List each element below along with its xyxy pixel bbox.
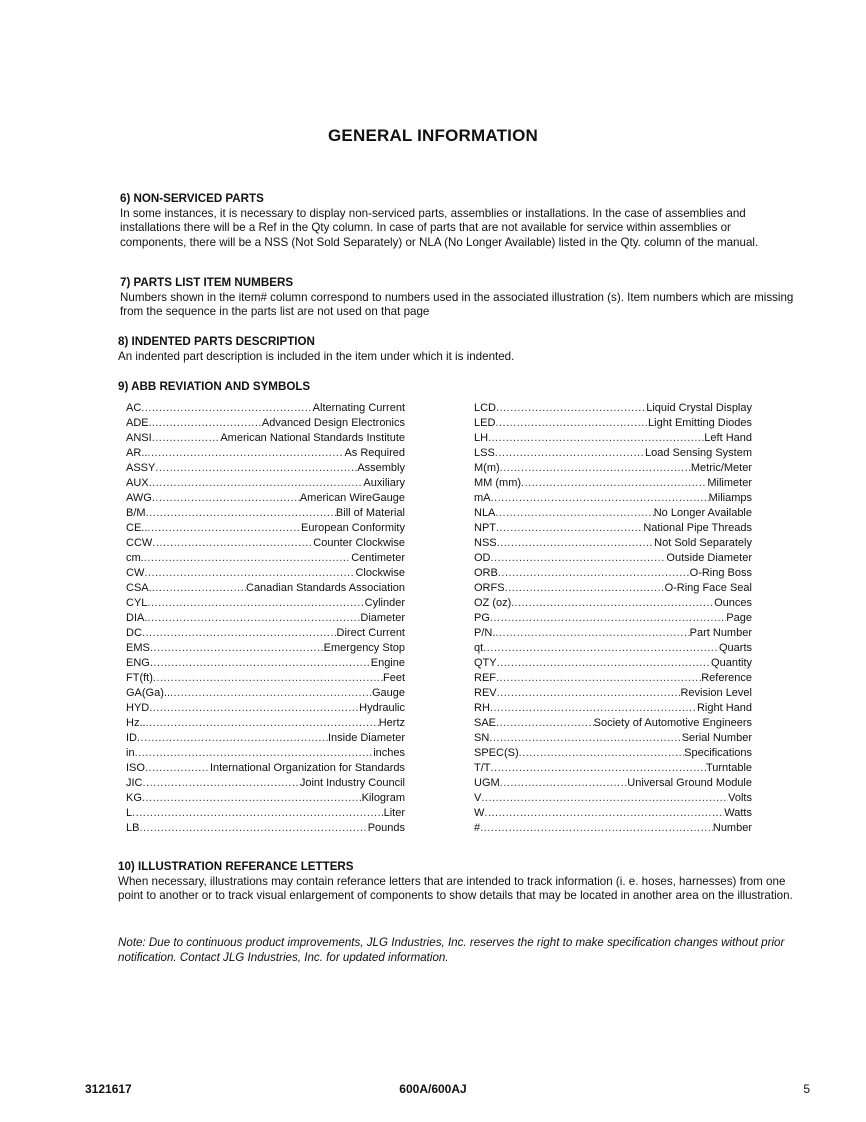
- abbreviation-row: [474, 686, 752, 701]
- leader-dots: [155, 461, 357, 476]
- section-illustration-reference-letters: [118, 860, 798, 904]
- abbreviation-row: [474, 431, 752, 446]
- abbreviation-row: [474, 701, 752, 716]
- abbreviation-meaning: Revision Level: [680, 687, 752, 699]
- section-non-serviced-parts: [120, 192, 800, 250]
- abbreviation-term: CW: [126, 567, 145, 579]
- abbreviation-term: GA(Ga)..: [126, 687, 171, 699]
- abbreviation-term: M(m): [474, 462, 500, 474]
- section-heading: 9) ABB REVIATION AND SYMBOLS: [118, 380, 311, 393]
- abbreviation-meaning: Joint Industry Council: [299, 777, 405, 789]
- abbreviation-row: [474, 716, 752, 731]
- abbreviation-row: [126, 731, 405, 746]
- abbreviation-row: [126, 686, 405, 701]
- leader-dots: [495, 416, 648, 431]
- abbreviation-meaning: Pounds: [367, 822, 405, 834]
- abbreviation-row: [126, 716, 405, 731]
- leader-dots: [135, 746, 374, 761]
- leader-dots: [149, 476, 364, 491]
- abbreviation-row: [126, 776, 405, 791]
- abbreviation-term: CE..: [126, 522, 148, 534]
- abbreviation-row: [126, 641, 405, 656]
- abbreviation-meaning: Not Sold Separately: [654, 537, 752, 549]
- abbreviation-row: [474, 731, 752, 746]
- leader-dots: [490, 701, 697, 716]
- abbreviation-term: CCW: [126, 537, 153, 549]
- abbreviation-meaning: Society of Automotive Engineers: [593, 717, 752, 729]
- abbreviation-term: cm.: [126, 552, 144, 564]
- abbreviation-meaning: Hertz: [378, 717, 405, 729]
- abbreviation-meaning: Clockwise: [355, 567, 405, 579]
- abbreviation-meaning: Auxiliary: [363, 477, 405, 489]
- abbreviation-meaning: Engine: [370, 657, 405, 669]
- abbreviation-term: RH: [474, 702, 490, 714]
- abbreviation-term: MM (mm): [474, 477, 522, 489]
- abbreviation-meaning: O-Ring Face Seal: [664, 582, 752, 594]
- abbreviation-meaning: Liquid Crystal Display: [646, 402, 752, 414]
- abbreviation-term: W: [474, 807, 485, 819]
- footer-manual-number: 3121617: [85, 1082, 132, 1096]
- leader-dots: [139, 821, 367, 836]
- abbreviation-meaning: No Longer Available: [653, 507, 752, 519]
- abbreviation-term: LCD: [474, 402, 497, 414]
- abbreviation-meaning: Number: [712, 822, 752, 834]
- abbreviation-meaning: Watts: [724, 807, 752, 819]
- abbreviation-meaning: Outside Diameter: [666, 552, 752, 564]
- abbreviation-term: JIC: [126, 777, 143, 789]
- abbreviation-row: [474, 491, 752, 506]
- abbreviation-term: AR..: [126, 447, 148, 459]
- abbreviation-term: in: [126, 747, 135, 759]
- leader-dots: [498, 566, 690, 581]
- abbreviation-meaning: Direct Current: [336, 627, 405, 639]
- leader-dots: [500, 776, 628, 791]
- abbreviation-meaning: Emergency Stop: [323, 642, 405, 654]
- leader-dots: [149, 701, 359, 716]
- abbreviation-term: AC: [126, 402, 142, 414]
- abbreviation-row: [474, 416, 752, 431]
- section-heading: 6) NON-SERVICED PARTS: [120, 192, 264, 205]
- abbreviation-row: [126, 761, 405, 776]
- abbreviation-row: [126, 446, 405, 461]
- leader-dots: [152, 581, 246, 596]
- abbreviation-term: REF: [474, 672, 496, 684]
- leader-dots: [141, 401, 312, 416]
- leader-dots: [491, 551, 667, 566]
- abbreviation-row: [474, 476, 752, 491]
- leader-dots: [150, 656, 371, 671]
- abbreviation-term: mA: [474, 492, 491, 504]
- abbreviation-term: EMS: [126, 642, 150, 654]
- abbreviation-row: [126, 656, 405, 671]
- abbreviation-term: DIA.: [126, 612, 148, 624]
- abbreviation-row: [126, 551, 405, 566]
- section-heading: 8) INDENTED PARTS DESCRIPTION: [118, 335, 315, 348]
- leader-dots: [484, 806, 724, 821]
- abbreviation-row: [474, 806, 752, 821]
- abbreviation-term: AWG: [126, 492, 152, 504]
- abbreviation-row: [474, 671, 752, 686]
- abbreviation-term: CYL: [126, 597, 148, 609]
- abbreviation-term: B/M: [126, 507, 146, 519]
- leader-dots: [143, 776, 300, 791]
- leader-dots: [500, 461, 691, 476]
- abbreviation-term: LSS: [474, 447, 495, 459]
- abbreviation-meaning: Advanced Design Electronics: [261, 417, 405, 429]
- abbreviation-meaning: Turntable: [705, 762, 752, 774]
- page-title: GENERAL INFORMATION: [328, 126, 538, 145]
- leader-dots: [495, 626, 689, 641]
- abbreviation-row: [126, 671, 405, 686]
- abbreviation-term: SAE: [474, 717, 497, 729]
- abbreviation-term: ORB: [474, 567, 498, 579]
- abbreviation-row: [474, 776, 752, 791]
- leader-dots: [147, 521, 301, 536]
- abbreviation-row: [126, 611, 405, 626]
- abbreviation-meaning: Serial Number: [681, 732, 752, 744]
- leader-dots: [483, 641, 719, 656]
- abbreviation-meaning: Page: [726, 612, 752, 624]
- leader-dots: [150, 641, 324, 656]
- abbreviation-meaning: National Pipe Threads: [643, 522, 752, 534]
- abbreviation-term: LB: [126, 822, 140, 834]
- leader-dots: [142, 791, 362, 806]
- abbreviation-meaning: Volts: [728, 792, 752, 804]
- leader-dots: [152, 491, 300, 506]
- abbreviation-term: ADE.: [126, 417, 152, 429]
- abbreviation-row: [126, 746, 405, 761]
- abbreviation-term: UGM: [474, 777, 500, 789]
- leader-dots: [496, 521, 643, 536]
- leader-dots: [147, 611, 360, 626]
- leader-dots: [489, 731, 681, 746]
- abbreviation-term: LH: [474, 432, 489, 444]
- leader-dots: [152, 536, 313, 551]
- abbreviation-term: KG: [126, 792, 142, 804]
- abbreviation-meaning: Bill of Material: [335, 507, 405, 519]
- leader-dots: [491, 761, 706, 776]
- abbreviation-meaning: Part Number: [689, 627, 752, 639]
- section-body: In some instances, it is necessary to display non-serviced parts, assemblies or installations. In the case of assemblies and installations there will be a Ref in the Qty column. In case of parts that are not available for service within assemblies or components, there will be a NSS (Not Sold Separately) or NLA (No Longer Available) listed in the Qty. column of the manual.: [120, 206, 759, 249]
- abbreviation-meaning: Universal Ground Module: [627, 777, 752, 789]
- abbreviation-meaning: Miliamps: [708, 492, 752, 504]
- abbreviation-row: [474, 506, 752, 521]
- leader-dots: [481, 791, 728, 806]
- leader-dots: [521, 476, 707, 491]
- abbreviation-meaning: As Required: [344, 447, 405, 459]
- leader-dots: [514, 596, 714, 611]
- leader-dots: [145, 761, 210, 776]
- abbreviation-term: OZ (oz).: [474, 597, 515, 609]
- abbreviation-term: SPEC(S): [474, 747, 519, 759]
- section-body: Numbers shown in the item# column correspond to numbers used in the associated illustration (s). Item numbers which are missing from the sequence in the parts list are not used on that page: [120, 290, 794, 319]
- abbreviation-term: DC: [126, 627, 142, 639]
- abbreviation-meaning: Specifications: [684, 747, 752, 759]
- abbreviation-meaning: Light Emitting Diodes: [648, 417, 752, 429]
- abbreviation-term: QTY: [474, 657, 497, 669]
- abbreviation-meaning: Alternating Current: [312, 402, 405, 414]
- abbreviation-term: REV: [474, 687, 497, 699]
- abbreviation-row: [126, 431, 405, 446]
- leader-dots: [480, 821, 713, 836]
- leader-dots: [137, 731, 328, 746]
- abbreviation-meaning: European Conformity: [301, 522, 405, 534]
- leader-dots: [519, 746, 685, 761]
- abbreviation-term: FT(ft): [126, 672, 153, 684]
- abbreviation-term: ORFS: [474, 582, 505, 594]
- abbreviation-term: SN: [474, 732, 490, 744]
- abbreviation-row: [126, 626, 405, 641]
- abbreviation-row: [126, 536, 405, 551]
- abbreviation-meaning: Feet: [382, 672, 405, 684]
- abbreviation-term: ENG: [126, 657, 150, 669]
- leader-dots: [490, 611, 726, 626]
- abbreviation-meaning: Milimeter: [707, 477, 752, 489]
- abbreviation-meaning: Quantity: [711, 657, 752, 669]
- leader-dots: [491, 491, 709, 506]
- abbreviation-row: [474, 821, 752, 836]
- abbreviation-meaning: American National Standards Institute: [220, 432, 405, 444]
- abbreviation-term: qt: [474, 642, 484, 654]
- abbreviation-term: Hz..: [126, 717, 146, 729]
- abbreviation-meaning: Load Sensing System: [644, 447, 752, 459]
- abbreviation-term: ID: [126, 732, 137, 744]
- section-body: When necessary, illustrations may contain referance letters that are intended to track information (i. e. hoses, harnesses) from one point to another or to track visual enlargement of components to show details that may be located in another area on the illustration.: [118, 874, 793, 903]
- abbreviation-term: ISO: [126, 762, 145, 774]
- abbreviation-row: [474, 626, 752, 641]
- abbreviation-meaning: Counter Clockwise: [313, 537, 405, 549]
- abbreviation-meaning: Diameter: [360, 612, 405, 624]
- leader-dots: [147, 446, 344, 461]
- leader-dots: [153, 671, 383, 686]
- leader-dots: [170, 686, 372, 701]
- leader-dots: [152, 416, 262, 431]
- leader-dots: [132, 806, 383, 821]
- footer-page-number: 5: [803, 1082, 810, 1096]
- leader-dots: [488, 431, 704, 446]
- abbreviation-row: [474, 551, 752, 566]
- abbreviation-row: [126, 491, 405, 506]
- abbreviation-meaning: Quarts: [718, 642, 752, 654]
- abbreviation-term: ANSI: [126, 432, 152, 444]
- leader-dots: [146, 506, 336, 521]
- section-body: An indented part description is included in the item under which it is indented.: [118, 349, 515, 363]
- leader-dots: [496, 401, 646, 416]
- abbreviation-list-left: [126, 401, 405, 836]
- abbreviation-row: [474, 566, 752, 581]
- abbreviation-meaning: American WireGauge: [299, 492, 405, 504]
- leader-dots: [144, 551, 351, 566]
- abbreviation-term: HYD: [126, 702, 150, 714]
- abbreviation-term: #: [474, 822, 481, 834]
- section-heading: 7) PARTS LIST ITEM NUMBERS: [120, 276, 294, 289]
- abbreviation-term: NSS: [474, 537, 497, 549]
- leader-dots: [144, 566, 355, 581]
- abbreviation-row: [126, 521, 405, 536]
- abbreviation-row: [474, 656, 752, 671]
- section-heading: 10) ILLUSTRATION REFERANCE LETTERS: [118, 860, 354, 873]
- abbreviation-term: P/N.: [474, 627, 496, 639]
- abbreviation-row: [126, 806, 405, 821]
- abbreviation-meaning: Inside Diameter: [327, 732, 405, 744]
- abbreviation-row: [474, 596, 752, 611]
- leader-dots: [496, 716, 594, 731]
- footer-model: 600A/600AJ: [399, 1082, 467, 1096]
- leader-dots: [142, 626, 337, 641]
- abbreviation-meaning: Hydraulic: [359, 702, 405, 714]
- abbreviation-meaning: Cylinder: [364, 597, 405, 609]
- section-abbreviations: [118, 380, 798, 395]
- abbreviation-meaning: Assembly: [357, 462, 405, 474]
- abbreviation-meaning: Metric/Meter: [690, 462, 752, 474]
- abbreviation-row: [126, 401, 405, 416]
- abbreviation-meaning: Ounces: [714, 597, 752, 609]
- abbreviation-meaning: Right Hand: [696, 702, 752, 714]
- leader-dots: [146, 716, 379, 731]
- abbreviation-row: [474, 761, 752, 776]
- disclaimer-note: Note: Due to continuous product improvements, JLG Industries, Inc. reserves the right to make specification changes without prior notification. Contact JLG Industries, Inc. for updated information.: [118, 936, 785, 964]
- leader-dots: [496, 671, 701, 686]
- abbreviation-row: [474, 536, 752, 551]
- abbreviation-term: AUX: [126, 477, 149, 489]
- abbreviation-term: PG: [474, 612, 490, 624]
- leader-dots: [497, 536, 655, 551]
- abbreviation-term: ASSY: [126, 462, 156, 474]
- abbreviation-row: [126, 461, 405, 476]
- abbreviation-row: [474, 641, 752, 656]
- abbreviation-meaning: inches: [373, 747, 405, 759]
- abbreviation-row: [126, 791, 405, 806]
- abbreviation-row: [474, 401, 752, 416]
- abbreviation-term: NLA: [474, 507, 496, 519]
- abbreviation-row: [126, 416, 405, 431]
- abbreviation-row: [474, 581, 752, 596]
- section-indented-parts-description: [118, 335, 798, 364]
- abbreviation-row: [126, 566, 405, 581]
- abbreviation-term: T/T: [474, 762, 491, 774]
- abbreviation-row: [474, 611, 752, 626]
- leader-dots: [495, 446, 645, 461]
- abbreviation-row: [126, 596, 405, 611]
- abbreviation-term: OD: [474, 552, 491, 564]
- abbreviation-term: V: [474, 792, 482, 804]
- abbreviation-row: [126, 581, 405, 596]
- leader-dots: [147, 596, 364, 611]
- abbreviation-meaning: Left Hand: [704, 432, 752, 444]
- abbreviation-row: [474, 791, 752, 806]
- section-parts-list-item-numbers: [120, 276, 800, 320]
- abbreviation-meaning: Liter: [383, 807, 405, 819]
- leader-dots: [497, 686, 681, 701]
- abbreviation-row: [126, 821, 405, 836]
- abbreviation-list-right: [474, 401, 752, 836]
- abbreviation-row: [474, 461, 752, 476]
- abbreviation-term: CSA.: [126, 582, 152, 594]
- abbreviation-term: L: [126, 807, 133, 819]
- abbreviation-term: LED: [474, 417, 496, 429]
- abbreviation-row: [126, 476, 405, 491]
- abbreviation-row: [126, 701, 405, 716]
- abbreviation-row: [474, 446, 752, 461]
- abbreviation-meaning: Kilogram: [361, 792, 405, 804]
- abbreviation-meaning: Centimeter: [351, 552, 405, 564]
- abbreviation-meaning: International Organization for Standards: [209, 762, 405, 774]
- abbreviation-row: [474, 746, 752, 761]
- leader-dots: [152, 431, 221, 446]
- abbreviation-meaning: Canadian Standards Association: [246, 582, 405, 594]
- abbreviation-meaning: Gauge: [371, 687, 405, 699]
- leader-dots: [505, 581, 665, 596]
- abbreviation-meaning: Reference: [701, 672, 752, 684]
- abbreviation-term: NPT: [474, 522, 496, 534]
- abbreviation-row: [126, 506, 405, 521]
- leader-dots: [495, 506, 653, 521]
- abbreviation-meaning: O-Ring Boss: [689, 567, 752, 579]
- leader-dots: [497, 656, 711, 671]
- abbreviation-row: [474, 521, 752, 536]
